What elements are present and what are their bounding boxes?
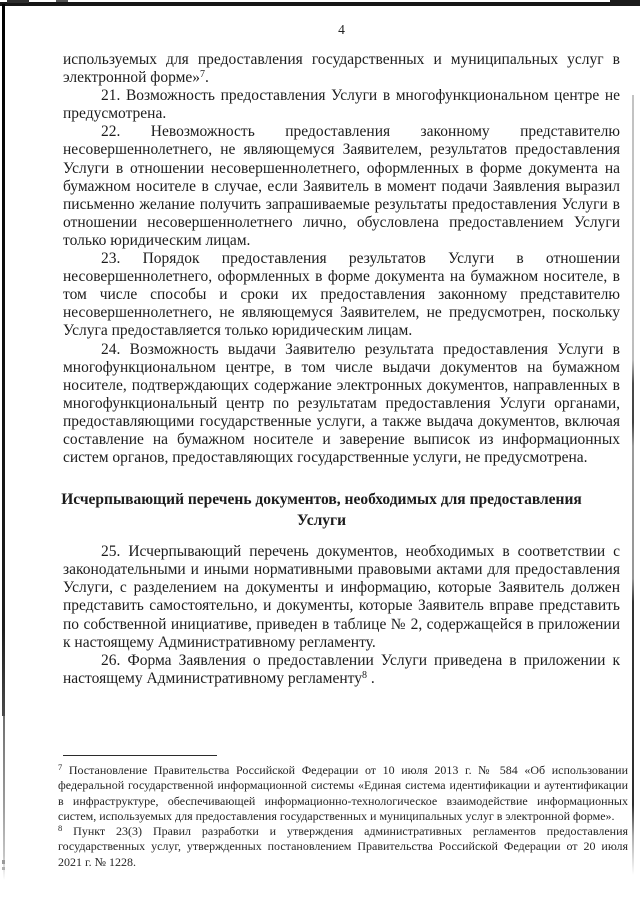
section-heading: Исчерпывающий перечень документов, необходимых для предоставления Услуги [61, 491, 582, 530]
paragraph-text-tail: . [205, 69, 209, 87]
scan-artifact-left-edge-lower [3, 716, 5, 880]
paragraph-text: 26. Форма Заявления о предоставлении Услуги приведена в приложении к настоящему Административному регламенту [63, 651, 620, 687]
paragraph-text: используемых для предоставления государственных и муниципальных услуг в электронной форме» [63, 51, 620, 87]
footnote-8 [58, 824, 628, 870]
paragraph-25: 25. Исчерпывающий перечень документов, необходимых в соответствии с законодательными и иными нормативными правовыми актами для предоставления Услуги, с разделением на документы и информацию, которые Заявитель должен представить самостоятельно, и документы, которые Заявитель вправе представить по собственной инициативе, приведен в таблице № 2, содержащейся в приложении к настоящему Административному регламенту. [63, 543, 620, 651]
footnote-7 [58, 763, 628, 824]
scan-artifact-top-right-mark [610, 0, 640, 6]
footnote-marker-7: 7 [58, 762, 63, 772]
scan-artifact-top-edge [0, 2, 640, 6]
footnote-text: Пункт 23(3) Правил разработки и утверждения административных регламентов предоставления государственных услуг, утвержденных постановлением Правительства Российской Федерации от 20 июля 2021 г. № 1228. [58, 824, 629, 869]
footnotes-section [58, 755, 628, 870]
paragraph-text-tail: . [367, 669, 375, 687]
scan-artifact-top-left-mark-2 [56, 0, 68, 2]
paragraph-26 [63, 652, 620, 688]
paragraph-21: 21. Возможность предоставления Услуги в многофункциональном центре не предусмотрена. [63, 87, 620, 123]
footnote-ref-8: 8 [362, 669, 367, 681]
scan-artifact-right-edge [632, 95, 634, 875]
paragraph-continuation [63, 51, 620, 87]
paragraph-23: 23. Порядок предоставления результатов Услуги в отношении несовершеннолетнего, оформленных в форме документа на бумажном носителе, в том числе способы и сроки их предоставления законному представителю несовершеннолетнего, не являющемуся Заявителем, не предусмотрен, поскольку Услуга предоставляется только юридическим лицам. [63, 250, 620, 340]
paragraph-22: 22. Невозможность предоставления законному представителю несовершеннолетнего, не являющемуся Заявителем, результатов предоставления Услуги в отношении несовершеннолетнего, оформленных в форме документа на бумажном носителе в случае, если Заявитель в момент подачи Заявления выразил письменно желание получить запрашиваемые результаты предоставления Услуги в отношении несовершеннолетнего лично, обусловлена предоставлением Услуги только юридическим лицам. [63, 123, 620, 249]
scan-artifact-bottom-left-dot [2, 860, 5, 864]
scan-artifact-bottom-left-dot-2 [2, 867, 5, 870]
page-number: 4 [338, 22, 345, 37]
scan-artifact-left-edge [2, 4, 5, 716]
paragraph-24: 24. Возможность выдачи Заявителю результата предоставления Услуги в многофункциональном центре, в том числе выдачи документов на бумажном носителе, подтверждающих содержание электронных документов, направленных в многофункциональный центр по результатам предоставления Услуги органами, предоставляющими государственные услуги, а также выдача документов, включая составление на бумажном носителе и заверение выписок из информационных систем органов, предоставляющих государственные услуги, не предусмотрена. [63, 340, 620, 467]
footnote-marker-8: 8 [58, 823, 63, 834]
footnote-text: Постановление Правительства Российской Федерации от 10 июля 2013 г. № 584 «Об использовании федеральной государственной информационной системы «Единая система идентификации и аутентификации в инфраструктуре, обеспечивающей информационно-технологическое взаимодействие информационных систем, используемых для предоставления государственных и муниципальных услуг в электронной форме». [58, 763, 628, 823]
document-body [63, 51, 620, 688]
scan-artifact-top-left-mark [7, 0, 29, 3]
footnote-ref-7: 7 [200, 69, 206, 81]
footnote-separator [63, 755, 217, 756]
